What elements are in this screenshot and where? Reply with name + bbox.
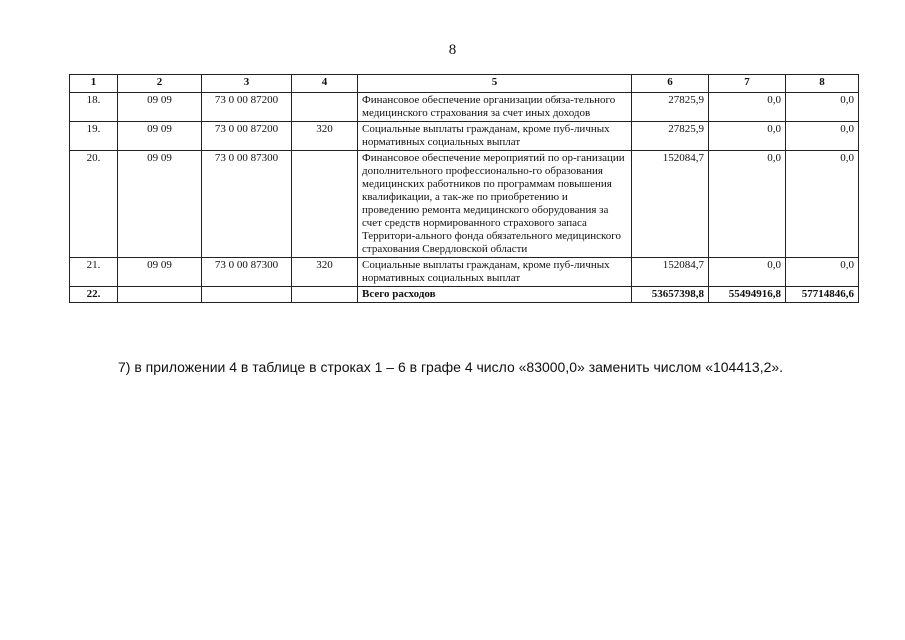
row-number: 21. bbox=[70, 258, 118, 287]
column-header: 3 bbox=[202, 75, 292, 93]
target-article-code: 73 0 00 87300 bbox=[202, 258, 292, 287]
row-number: 20. bbox=[70, 151, 118, 258]
column-header: 6 bbox=[632, 75, 709, 93]
column-header: 5 bbox=[358, 75, 632, 93]
amount-col-7: 0,0 bbox=[709, 93, 786, 122]
expense-type-code bbox=[292, 93, 358, 122]
expense-name: Социальные выплаты гражданам, кроме пуб-личных нормативных социальных выплат bbox=[358, 258, 632, 287]
expense-type-code: 320 bbox=[292, 258, 358, 287]
table-row bbox=[70, 93, 859, 122]
budget-table bbox=[69, 74, 859, 303]
column-header: 8 bbox=[786, 75, 859, 93]
page-number: 8 bbox=[448, 42, 457, 58]
amount-col-7: 0,0 bbox=[709, 151, 786, 258]
column-header: 2 bbox=[118, 75, 202, 93]
expense-type-code: 320 bbox=[292, 122, 358, 151]
amount-col-6: 152084,7 bbox=[632, 258, 709, 287]
amount-col-8: 0,0 bbox=[786, 151, 859, 258]
table-row bbox=[70, 258, 859, 287]
expense-name: Социальные выплаты гражданам, кроме пуб-личных нормативных социальных выплат bbox=[358, 122, 632, 151]
total-col-8: 57714846,6 bbox=[786, 287, 859, 303]
row-number: 18. bbox=[70, 93, 118, 122]
expense-type-code bbox=[292, 287, 358, 303]
target-article-code: 73 0 00 87300 bbox=[202, 151, 292, 258]
expense-type-code bbox=[292, 151, 358, 258]
section-code: 09 09 bbox=[118, 93, 202, 122]
table-row bbox=[70, 122, 859, 151]
amendment-instruction: 7) в приложении 4 в таблице в строках 1 – 6 в графе 4 число «83000,0» заменить числом «104413,2». bbox=[118, 359, 784, 375]
total-col-7: 55494916,8 bbox=[709, 287, 786, 303]
section-code: 09 09 bbox=[118, 258, 202, 287]
column-header: 1 bbox=[70, 75, 118, 93]
amount-col-6: 152084,7 bbox=[632, 151, 709, 258]
table-row bbox=[70, 151, 859, 258]
section-code: 09 09 bbox=[118, 122, 202, 151]
amount-col-6: 27825,9 bbox=[632, 93, 709, 122]
table-row-total bbox=[70, 287, 859, 303]
row-number: 22. bbox=[70, 287, 118, 303]
expense-name: Финансовое обеспечение организации обяза-тельного медицинского страхования за счет иных доходов bbox=[358, 93, 632, 122]
total-label: Всего расходов bbox=[358, 287, 632, 303]
amount-col-7: 0,0 bbox=[709, 122, 786, 151]
column-header: 4 bbox=[292, 75, 358, 93]
amount-col-8: 0,0 bbox=[786, 122, 859, 151]
section-code bbox=[118, 287, 202, 303]
amount-col-7: 0,0 bbox=[709, 258, 786, 287]
table-header-row bbox=[70, 75, 859, 93]
amount-col-8: 0,0 bbox=[786, 93, 859, 122]
column-header: 7 bbox=[709, 75, 786, 93]
row-number: 19. bbox=[70, 122, 118, 151]
amount-col-6: 27825,9 bbox=[632, 122, 709, 151]
target-article-code bbox=[202, 287, 292, 303]
total-col-6: 53657398,8 bbox=[632, 287, 709, 303]
expense-name: Финансовое обеспечение мероприятий по ор-ганизации дополнительного профессионально-го образования медицинских работников по программам повышения квалификации, а так-же по приобретению и проведению ремонта медицинского оборудования за счет средств нормированного страхового запаса Территори-ального фонда обязательного медицинского страхования Свердловской области bbox=[358, 151, 632, 258]
target-article-code: 73 0 00 87200 bbox=[202, 93, 292, 122]
amount-col-8: 0,0 bbox=[786, 258, 859, 287]
section-code: 09 09 bbox=[118, 151, 202, 258]
target-article-code: 73 0 00 87200 bbox=[202, 122, 292, 151]
